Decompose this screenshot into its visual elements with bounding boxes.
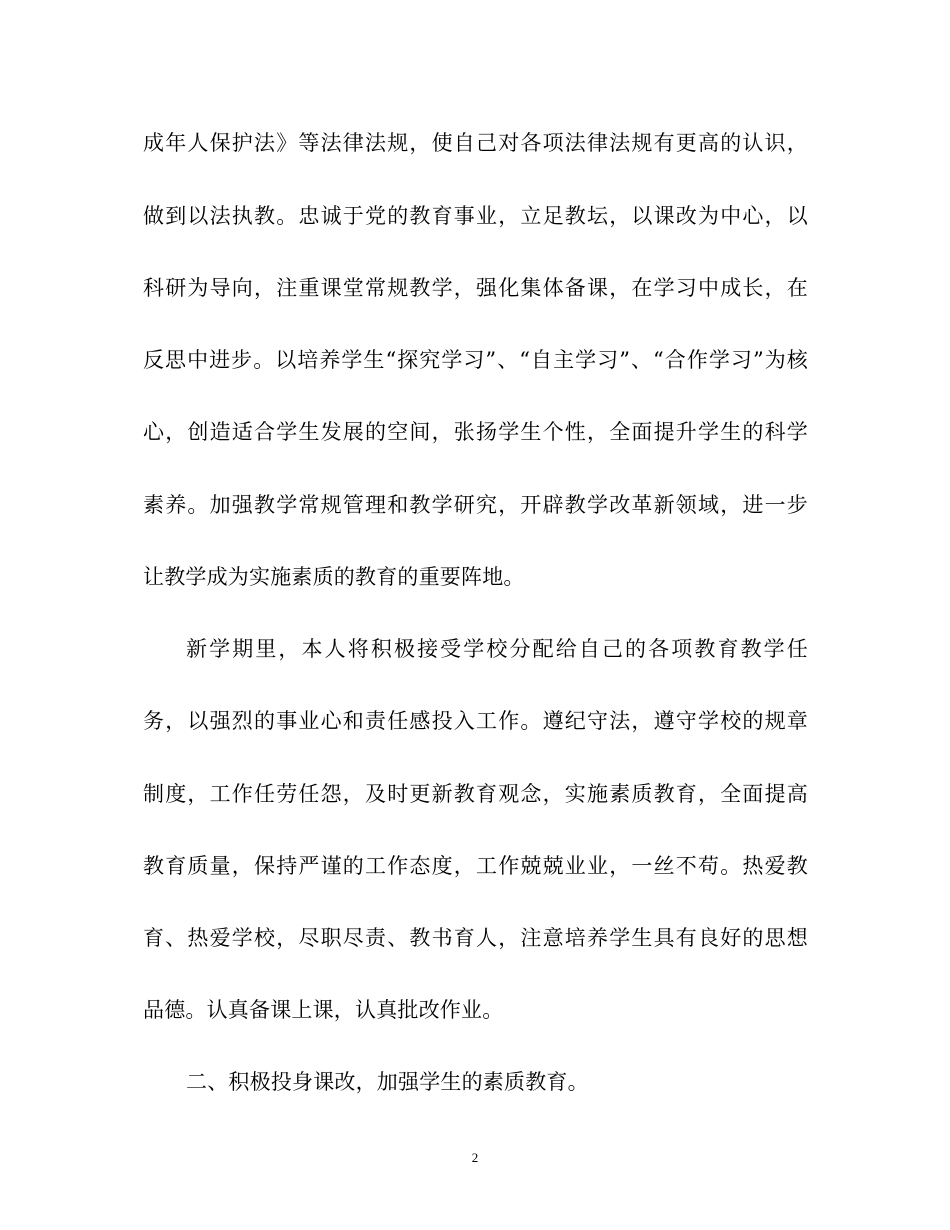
page-number: 2 bbox=[471, 1150, 479, 1165]
section-heading: 二、积极投身课改，加强学生的素质教育。 bbox=[186, 1070, 589, 1094]
text-line: 务，以强烈的事业心和责任感投入工作。遵纪守法，遵守学校的规章 bbox=[143, 709, 808, 733]
text-line: 教育质量，保持严谨的工作态度，工作兢兢业业，一丝不苟。热爱教 bbox=[143, 854, 808, 878]
text-line: 科研为导向，注重课堂常规教学，强化集体备课，在学习中成长，在 bbox=[143, 276, 808, 300]
text-line: 成年人保护法》等法律法规，使自己对各项法律法规有更高的认识， bbox=[143, 131, 808, 155]
paragraph-first-line: 新学期里，本人将积极接受学校分配给自己的各项教育教学任 bbox=[186, 637, 808, 661]
text-line: 心，创造适合学生发展的空间，张扬学生个性，全面提升学生的科学 bbox=[143, 420, 808, 444]
text-line: 做到以法执教。忠诚于党的教育事业，立足教坛，以课改为中心，以 bbox=[143, 204, 808, 228]
text-line: 制度，工作任劳任怨，及时更新教育观念，实施素质教育，全面提高 bbox=[143, 782, 808, 806]
text-line: 育、热爱学校，尽职尽责、教书育人，注意培养学生具有良好的思想 bbox=[143, 926, 808, 950]
text-line: 品德。认真备课上课，认真批改作业。 bbox=[143, 998, 504, 1022]
text-line: 素养。加强教学常规管理和教学研究，开辟教学改革新领域，进一步 bbox=[143, 493, 808, 517]
text-line: 让教学成为实施素质的教育的重要阵地。 bbox=[143, 565, 525, 589]
text-line: 反思中进步。以培养学生“探究学习”、“自主学习”、“合作学习”为核 bbox=[143, 348, 808, 372]
